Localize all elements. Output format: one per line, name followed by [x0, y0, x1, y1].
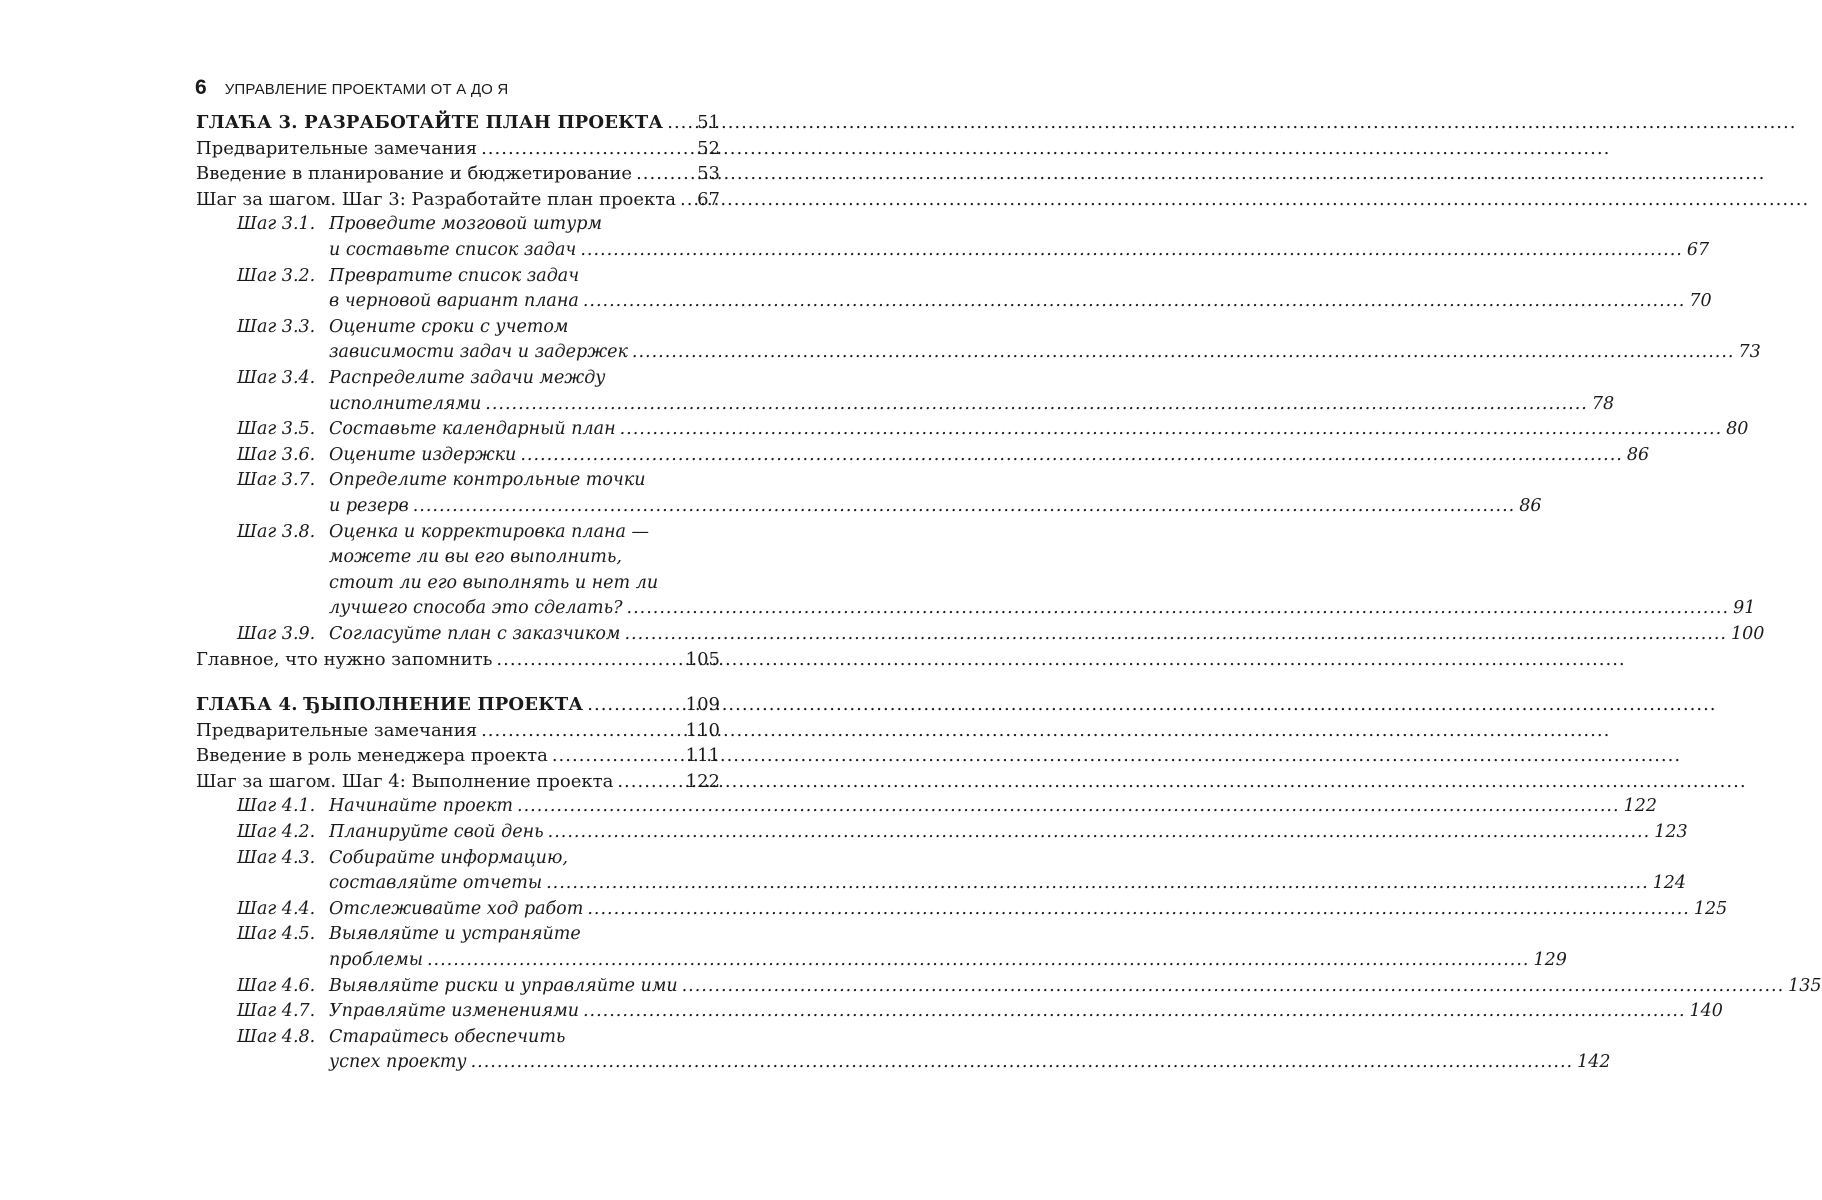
- toc-step: [196, 315, 1761, 366]
- toc-entry: [196, 161, 720, 187]
- step-number: Шаг 4.4.: [237, 898, 316, 919]
- dot-leader: [587, 692, 681, 718]
- toc-entry-page: 129: [1533, 950, 1567, 970]
- toc-entry-page: 142: [1577, 1052, 1611, 1073]
- step-entry: [329, 596, 1755, 622]
- step-entry: [329, 443, 1649, 469]
- toc-entry: [196, 187, 720, 213]
- dot-leader: [587, 897, 1690, 923]
- toc-entry-page: 53: [697, 163, 720, 185]
- toc-entry-page: 67: [1686, 239, 1710, 260]
- step-number: Шаг 3.1.: [237, 214, 316, 235]
- step-body: [329, 974, 1822, 1000]
- dot-leader: [620, 417, 1723, 443]
- step-body: [329, 315, 1761, 366]
- toc-entry-page: 86: [1626, 444, 1650, 465]
- toc-entry-title: Согласуйте план с заказчиком: [329, 623, 621, 644]
- dot-leader: [548, 820, 1651, 846]
- step-number: Шаг 3.9.: [237, 623, 316, 644]
- toc-entry-page: 105: [685, 649, 720, 671]
- step-number: Шаг 3.6.: [237, 444, 316, 465]
- toc-step: [196, 520, 1756, 622]
- step-number: Шаг 4.1.: [237, 796, 316, 817]
- toc-step: [196, 622, 1765, 648]
- dot-leader: [496, 647, 681, 673]
- toc-entry-title: ГЛАЋА 3. РАЗРАБОТАЙТЕ ПЛАН ПРОЕКТА: [196, 112, 664, 133]
- toc-step: [196, 897, 1728, 923]
- toc-step: [196, 922, 1567, 973]
- step-number: Шаг 4.3.: [237, 847, 316, 868]
- step-body: [329, 212, 1709, 263]
- toc-entry-title: Управляйте изменениями: [329, 1001, 579, 1022]
- toc-entry-page: 140: [1689, 1001, 1723, 1022]
- toc-step: [196, 846, 1687, 897]
- toc-entry-title: Предварительные замечания: [196, 719, 478, 741]
- step-entry: [329, 794, 1657, 820]
- toc-entry-title: ГЛАЋА 4. ЂЫПОЛНЕНИЕ ПРОЕКТА: [196, 694, 584, 716]
- step-number: Шаг 3.2.: [237, 265, 316, 286]
- step-number: Шаг 4.8.: [237, 1026, 316, 1047]
- running-title: УПРАВЛЕНИЕ ПРОЕКТАМИ ОТ А ДО Я: [224, 81, 509, 98]
- toc-entry-page: 73: [1738, 342, 1761, 363]
- step-body: [329, 443, 1649, 469]
- chapter-heading: [196, 110, 720, 136]
- toc-step: [196, 999, 1723, 1025]
- dot-leader: [680, 187, 693, 213]
- step-entry: [329, 897, 1727, 923]
- step-title-line: стоит ли его выполнять и нет ли: [329, 572, 659, 593]
- toc-entry-page: 86: [1519, 495, 1542, 516]
- toc-entry-title: проблемы: [329, 950, 423, 970]
- step-number: Шаг 4.6.: [237, 975, 316, 996]
- step-number: Шаг 4.2.: [237, 822, 316, 843]
- toc-step: [196, 794, 1657, 820]
- step-body: [329, 897, 1727, 923]
- dot-leader: [552, 743, 682, 769]
- step-number: Шаг 4.5.: [237, 924, 316, 945]
- step-title-line: Оцените сроки с учетом: [329, 316, 569, 337]
- toc-entry-page: 52: [697, 137, 720, 159]
- dot-leader: [627, 596, 1730, 622]
- step-title-line: Старайтесь обеспечить: [329, 1026, 566, 1047]
- dot-leader: [517, 794, 1620, 820]
- step-title-line: Распределите задачи между: [329, 367, 606, 388]
- step-entry: [329, 974, 1822, 1000]
- step-entry: [329, 494, 1542, 520]
- toc-step: [196, 468, 1542, 519]
- step-entry: [329, 289, 1712, 315]
- toc-entry-page: 91: [1733, 598, 1756, 619]
- toc-entry-title: Начинайте проект: [329, 796, 514, 817]
- toc-entry-title: успех проекту: [329, 1052, 467, 1073]
- step-title-line: Собирайте информацию,: [329, 847, 568, 868]
- toc-entry-title: Введение в роль менеджера проекта: [196, 745, 548, 767]
- toc-entry-page: 122: [685, 770, 720, 792]
- step-body: [329, 846, 1686, 897]
- toc-entry-page: 67: [697, 188, 720, 210]
- toc-entry-page: 135: [1788, 975, 1822, 996]
- toc-entry-title: Выявляйте риски и управляйте ими: [329, 975, 678, 996]
- dot-leader: [546, 871, 1649, 897]
- toc-entry-title: Составьте календарный план: [329, 419, 616, 440]
- dot-leader: [413, 494, 1516, 520]
- step-entry: [329, 1050, 1611, 1076]
- toc-step: [196, 820, 1688, 846]
- toc-step: [196, 212, 1710, 263]
- page-number: 6: [195, 76, 207, 99]
- step-title-line: можете ли вы его выполнить,: [329, 547, 622, 568]
- step-title-line: Определите контрольные точки: [329, 470, 646, 491]
- toc-entry-page: 123: [1654, 822, 1688, 843]
- step-body: [329, 999, 1723, 1025]
- step-title-line: Проведите мозговой штурм: [329, 214, 602, 235]
- toc-entry-title: и составьте список задач: [329, 239, 577, 260]
- step-number: Шаг 3.8.: [237, 521, 316, 542]
- dot-leader: [471, 1050, 1574, 1076]
- step-body: [329, 366, 1614, 417]
- dot-leader: [636, 161, 693, 187]
- toc-entry-title: зависимости задач и задержек: [329, 342, 628, 363]
- toc-entry: [196, 743, 720, 769]
- toc-step: [196, 1025, 1611, 1076]
- dot-leader: [583, 999, 1686, 1025]
- toc-entry-page: 51: [697, 112, 720, 133]
- dot-leader: [481, 136, 693, 162]
- step-body: [329, 417, 1748, 443]
- step-entry: [329, 392, 1614, 418]
- step-number: Шаг 4.7.: [237, 1001, 316, 1022]
- dot-leader: [427, 948, 1530, 974]
- step-body: [329, 622, 1764, 648]
- toc-entry-title: в черновой вариант плана: [329, 291, 579, 312]
- dot-leader: [667, 110, 693, 136]
- step-title-line: Превратите список задач: [329, 265, 580, 286]
- step-entry: [329, 238, 1709, 264]
- toc-entry-title: Предварительные замечания: [196, 137, 478, 159]
- chapter-heading: [196, 692, 720, 718]
- step-body: [329, 264, 1712, 315]
- step-body: [329, 820, 1688, 846]
- toc-entry-title: Оцените издержки: [329, 444, 517, 465]
- dot-leader: [520, 443, 1623, 469]
- dot-leader: [481, 718, 682, 744]
- step-entry: [329, 948, 1567, 974]
- step-entry: [329, 871, 1686, 897]
- dot-leader: [632, 340, 1735, 366]
- toc-entry-page: 122: [1623, 796, 1657, 817]
- dot-leader: [617, 769, 681, 795]
- toc-entry-title: составляйте отчеты: [329, 873, 543, 894]
- toc-entry-page: 100: [1731, 623, 1765, 644]
- dot-leader: [580, 238, 1683, 264]
- dot-leader: [485, 392, 1588, 418]
- toc-entry-title: и резерв: [329, 495, 409, 516]
- dot-leader: [583, 289, 1686, 315]
- step-entry: [329, 340, 1761, 366]
- chapter-section: [196, 110, 1765, 673]
- step-number: Шаг 3.7.: [237, 470, 316, 491]
- toc-entry-title: Введение в планирование и бюджетирование: [196, 163, 633, 185]
- toc-entry-page: 80: [1726, 419, 1749, 440]
- step-number: Шаг 3.3.: [237, 316, 316, 337]
- page-header: [195, 76, 508, 100]
- table-of-contents: [196, 110, 1822, 1095]
- toc-step: [196, 417, 1749, 443]
- toc-step: [196, 366, 1615, 417]
- toc-entry-page: 125: [1693, 898, 1728, 919]
- toc-entry-title: Планируйте свой день: [329, 822, 544, 843]
- step-body: [329, 468, 1542, 519]
- toc-step: [196, 443, 1650, 469]
- toc-entry-page: 110: [685, 719, 720, 741]
- dot-leader: [624, 622, 1727, 648]
- toc-entry: [196, 769, 720, 795]
- toc-entry-title: исполнителями: [329, 393, 482, 414]
- toc-entry-title: Шаг за шагом. Шаг 3: Разработайте план проекта: [196, 188, 676, 210]
- step-title-line: Выявляйте и устраняйте: [329, 924, 581, 945]
- toc-entry: [196, 136, 720, 162]
- step-entry: [329, 999, 1723, 1025]
- toc-step: [196, 974, 1822, 1000]
- toc-entry-title: Отслеживайте ход работ: [329, 898, 584, 919]
- chapter-section: [196, 692, 1822, 1076]
- step-entry: [329, 622, 1764, 648]
- toc-entry: [196, 718, 720, 744]
- step-number: Шаг 3.5.: [237, 419, 316, 440]
- step-entry: [329, 820, 1688, 846]
- toc-entry-page: 70: [1689, 291, 1712, 312]
- toc-entry-page: 109: [685, 694, 720, 716]
- step-body: [329, 520, 1755, 622]
- toc-entry-title: Главное, что нужно запомнить: [196, 649, 493, 671]
- step-number: Шаг 3.4.: [237, 367, 316, 388]
- step-entry: [329, 417, 1748, 443]
- step-body: [329, 922, 1567, 973]
- toc-entry-page: 111: [685, 745, 720, 767]
- toc-entry: [196, 647, 720, 673]
- dot-leader: [682, 974, 1785, 1000]
- step-body: [329, 1025, 1611, 1076]
- toc-entry-page: 124: [1652, 873, 1687, 894]
- toc-entry-title: Шаг за шагом. Шаг 4: Выполнение проекта: [196, 770, 614, 792]
- step-title-line: Оценка и корректировка плана —: [329, 521, 650, 542]
- toc-entry-page: 78: [1591, 393, 1615, 414]
- toc-step: [196, 264, 1712, 315]
- toc-entry-title: лучшего способа это сделать?: [329, 598, 623, 619]
- step-body: [329, 794, 1657, 820]
